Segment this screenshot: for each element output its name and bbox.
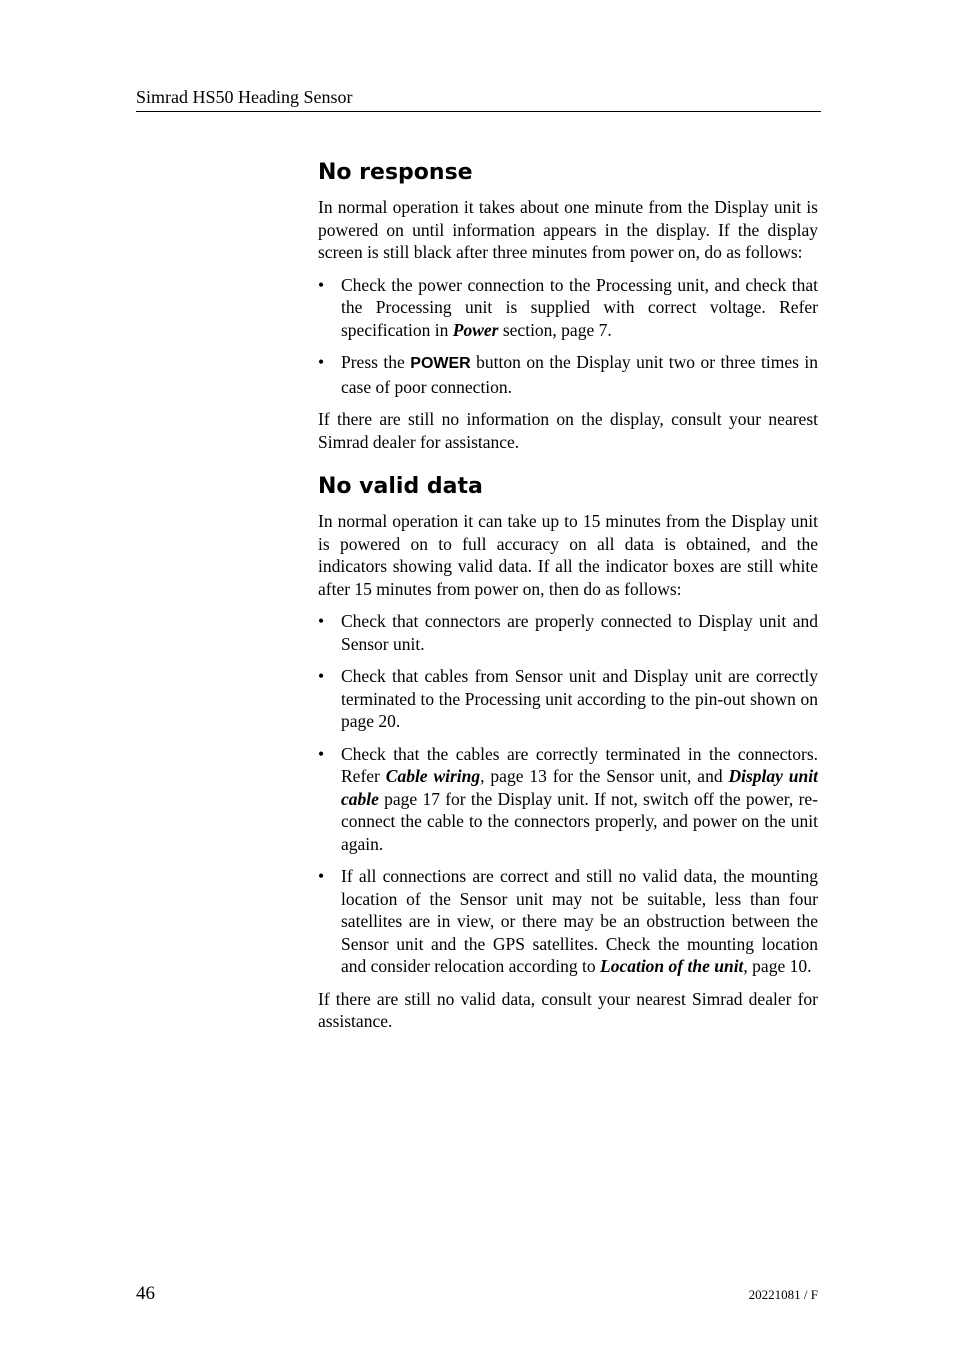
list-item-text: section, page 7.: [498, 319, 612, 340]
power-button-label: POWER: [410, 355, 471, 372]
no-response-outro: If there are still no information on the display, consult your nearest Simrad dealer for assistance.: [318, 409, 818, 452]
list-item: [318, 743, 818, 856]
running-header: Simrad HS50 Heading Sensor: [136, 86, 821, 112]
no-valid-data-list: [318, 610, 818, 978]
page-number: 46: [136, 1283, 155, 1304]
list-item-text: Check that the cables are correctly terminated in the connectors. Refer: [341, 743, 818, 786]
cross-reference-location-of-the-unit: Location of the unit: [600, 956, 744, 976]
main-content: [318, 158, 818, 1043]
no-valid-data-intro: In normal operation it can take up to 15 minutes from the Display unit is powered on to full accuracy on all data is obtained, and the indicators showing valid data. If all the indicator boxes are still white after 15 minutes from power on, then do as follows:: [318, 511, 818, 599]
list-item-text: Check the power connection to the Processing unit, and check that the Processing unit is supplied with correct voltage. Refer specification in: [341, 274, 818, 340]
no-valid-data-outro: If there are still no valid data, consult your nearest Simrad dealer for assistance.: [318, 988, 818, 1031]
list-item-text: , page 10.: [743, 956, 812, 976]
cross-reference-power: Power: [452, 319, 499, 340]
cross-reference-cable-wiring: Cable wiring: [385, 766, 481, 786]
list-item: • Check that connectors are properly connected to Display unit and Sensor unit.: [318, 610, 818, 655]
no-response-list: [318, 274, 818, 399]
section-heading-no-response: No response: [318, 160, 473, 185]
list-item: • Check that cables from Sensor unit and Display unit are correctly terminated to the Processing unit according to the pin-out shown on page 20.: [318, 665, 818, 733]
cross-reference-display-unit-cable: Display unit cable: [341, 766, 818, 809]
list-item-text: button on the Display unit two or three times in case of poor connection.: [341, 352, 818, 397]
no-response-intro: In normal operation it takes about one minute from the Display unit is powered on until information appears in the display. If the display screen is still black after three minutes from power on, do as follows:: [318, 197, 818, 262]
list-item: [318, 865, 818, 978]
document-code: 20221081 / F: [748, 1287, 818, 1302]
list-item-text: page 17 for the Display unit. If not, switch off the power, re-connect the cable to the connectors properly, and power on the unit again.: [341, 788, 818, 854]
list-item-text: , page 13 for the Sensor unit, and: [480, 766, 729, 786]
section-heading-no-valid-data: No valid data: [318, 474, 483, 499]
list-item-text: Press the: [341, 352, 411, 372]
list-item: [318, 274, 818, 342]
list-item-text: If all connections are correct and still no valid data, the mounting location of the Sensor unit may not be suitable, less than four satellites are in view, or there may be an obstruction between the Sensor unit and the GPS satellites. Check the mounting location and consider relocation according to: [341, 866, 818, 976]
list-item: [318, 351, 818, 398]
